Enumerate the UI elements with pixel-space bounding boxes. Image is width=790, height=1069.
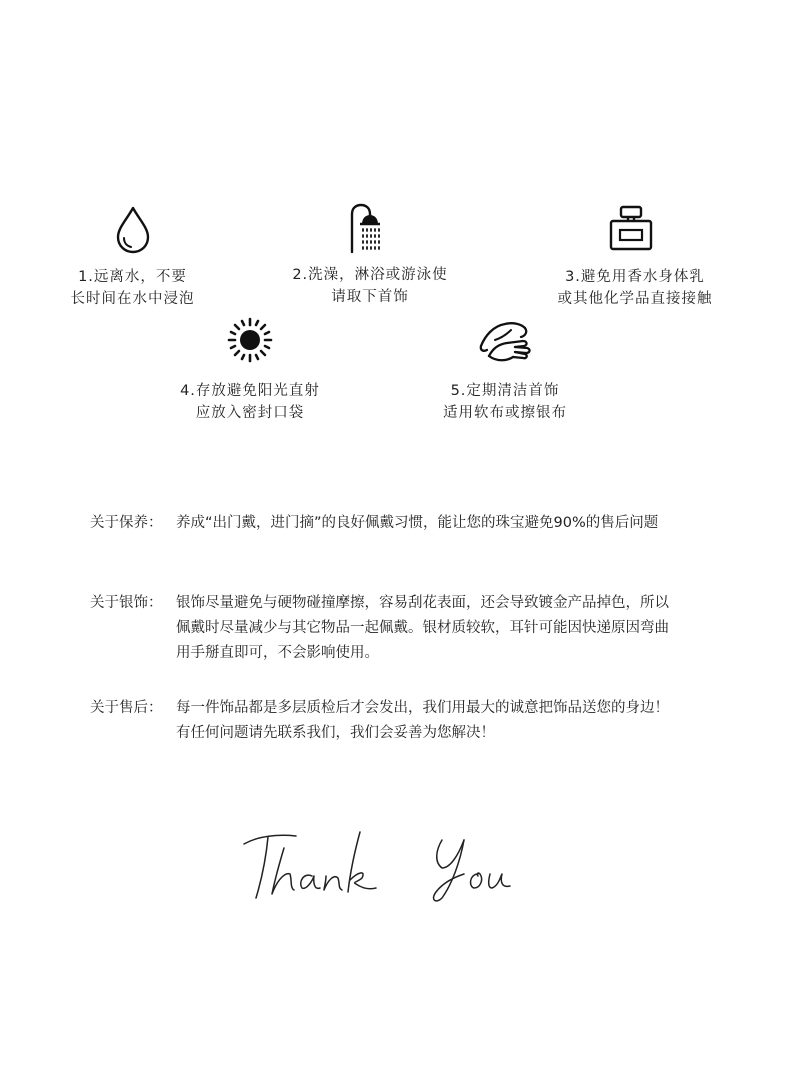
note-body <box>176 591 750 666</box>
note-label: 关于保养： <box>90 515 163 531</box>
care-tip-sun <box>150 316 350 424</box>
care-tip-caption <box>530 266 740 310</box>
thank-you-signature <box>238 818 538 908</box>
water-drop-icon <box>113 204 153 254</box>
care-tip-line: 适用软布或擦银布 <box>443 405 567 421</box>
care-tip-line: 4.存放避免阳光直射 <box>180 383 320 399</box>
note-body <box>176 696 750 746</box>
note-body <box>176 511 750 536</box>
note-line: 有任何问题请先联系我们，我们会妥善为您解决！ <box>176 725 495 741</box>
care-tip-line: 2.洗澡，淋浴或游泳使 <box>292 267 448 283</box>
perfume-bottle-icon <box>606 204 656 252</box>
note-line: 每一件饰品都是多层质检后才会发出，我们用最大的诚意把饰品送您的身边！ <box>176 700 669 716</box>
care-tip-cleaning <box>405 316 605 424</box>
note-silver <box>90 591 750 666</box>
care-tip-line: 或其他化学品直接接触 <box>557 291 713 307</box>
note-line: 银饰尽量避免与硬物碰撞摩擦，容易刮花表面，还会导致镀金产品掉色，所以 <box>176 595 669 611</box>
hand-wipe-icon <box>475 316 535 364</box>
note-after-sales <box>90 696 750 746</box>
care-tip-line: 5.定期清洁首饰 <box>450 383 560 399</box>
care-tip-perfume <box>530 204 740 310</box>
care-tip-line: 1.远离水，不要 <box>78 269 187 285</box>
care-tip-line: 请取下首饰 <box>331 289 409 305</box>
note-maintenance <box>90 511 750 536</box>
note-line: 佩戴时尽量减少与其它物品一起佩戴。银材质较软，耳针可能因快递原因弯曲 <box>176 620 669 636</box>
care-tip-water <box>40 204 225 310</box>
care-tip-caption <box>270 264 470 308</box>
care-tip-line: 长时间在水中浸泡 <box>70 291 195 307</box>
sun-icon <box>226 316 274 364</box>
note-line: 养成“出门戴，进门摘”的良好佩戴习惯，能让您的珠宝避免90%的售后问题 <box>176 515 659 531</box>
care-tip-line: 应放入密封口袋 <box>195 405 305 421</box>
note-line: 用手掰直即可，不会影响使用。 <box>176 645 379 661</box>
care-tip-shower <box>270 202 470 308</box>
note-label: 关于售后： <box>90 700 163 716</box>
care-tip-caption <box>405 380 605 424</box>
care-tip-caption <box>40 266 225 310</box>
shower-icon <box>348 202 392 254</box>
care-tip-caption <box>150 380 350 424</box>
care-tip-line: 3.避免用香水身体乳 <box>565 269 705 285</box>
note-label: 关于银饰： <box>90 595 163 611</box>
